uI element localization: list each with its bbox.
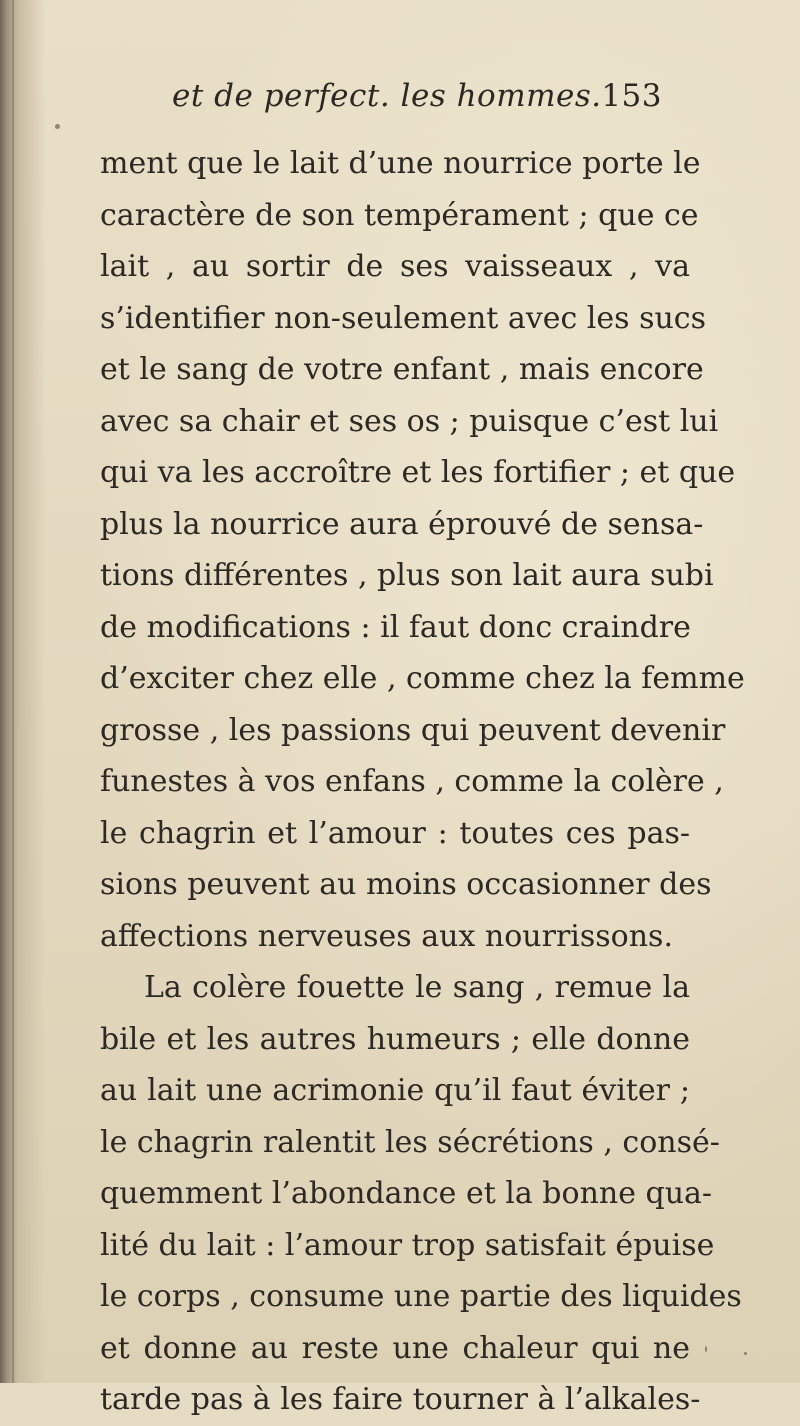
text-line: et le sang de votre enfant , mais encore [100, 352, 704, 387]
running-head [172, 78, 662, 122]
paper-speck [55, 124, 60, 129]
text-line: s’identifier non-seulement avec les sucs [100, 300, 706, 336]
text-line: lité du lait : l’amour trop satisfait épuise [100, 1227, 715, 1263]
text-line: le chagrin et l’amour : toutes ces pas- [100, 815, 690, 851]
paragraph-first-line: La colère fouette le sang , remue la [144, 970, 690, 1005]
text-line: et donne au reste une chaleur qui ne [100, 1330, 690, 1366]
text-line: bile et les autres humeurs ; elle donne [100, 1021, 690, 1057]
text-line: plus la nourrice aura éprouvé de sensa- [100, 506, 704, 542]
text-line: le corps , consume une partie des liquides [100, 1279, 742, 1314]
text-line: le chagrin ralentit les sécrétions , consé- [100, 1124, 720, 1160]
text-line: tarde pas à les faire tourner à l’alkales- [100, 1382, 701, 1417]
text-line: affections nerveuses aux nourrissons. [100, 918, 673, 954]
text-line: caractère de son tempérament ; que ce [100, 197, 699, 233]
text-line: funestes à vos enfans , comme la colère , [100, 764, 724, 799]
text-line: de modifications : il faut donc craindre [100, 609, 691, 645]
body-text [100, 138, 745, 1426]
text-line: avec sa chair et ses os ; puisque c’est lui [100, 403, 719, 439]
text-line: quemment l’abondance et la bonne qua- [100, 1176, 713, 1211]
text-line: lait , au sortir de ses vaisseaux , va [100, 249, 690, 284]
binding-edge [12, 0, 14, 1383]
paper-speck [744, 1352, 747, 1355]
binding-shadow [0, 0, 46, 1383]
running-title: et de perfect. les hommes. [172, 78, 602, 114]
paper-speck [705, 1346, 707, 1352]
text-line: au lait une acrimonie qu’il faut éviter ; [100, 1073, 690, 1108]
text-line: tions différentes , plus son lait aura subi [100, 558, 714, 593]
text-line: qui va les accroître et les fortifier ; et que [100, 455, 736, 490]
text-line: grosse , les passions qui peuvent devenir [100, 712, 726, 748]
text-line: ment que le lait d’une nourrice porte le [100, 146, 701, 181]
page-number: 153 [601, 78, 662, 114]
text-line: d’exciter chez elle , comme chez la femme [100, 661, 745, 696]
text-line: sions peuvent au moins occasionner des [100, 867, 712, 902]
